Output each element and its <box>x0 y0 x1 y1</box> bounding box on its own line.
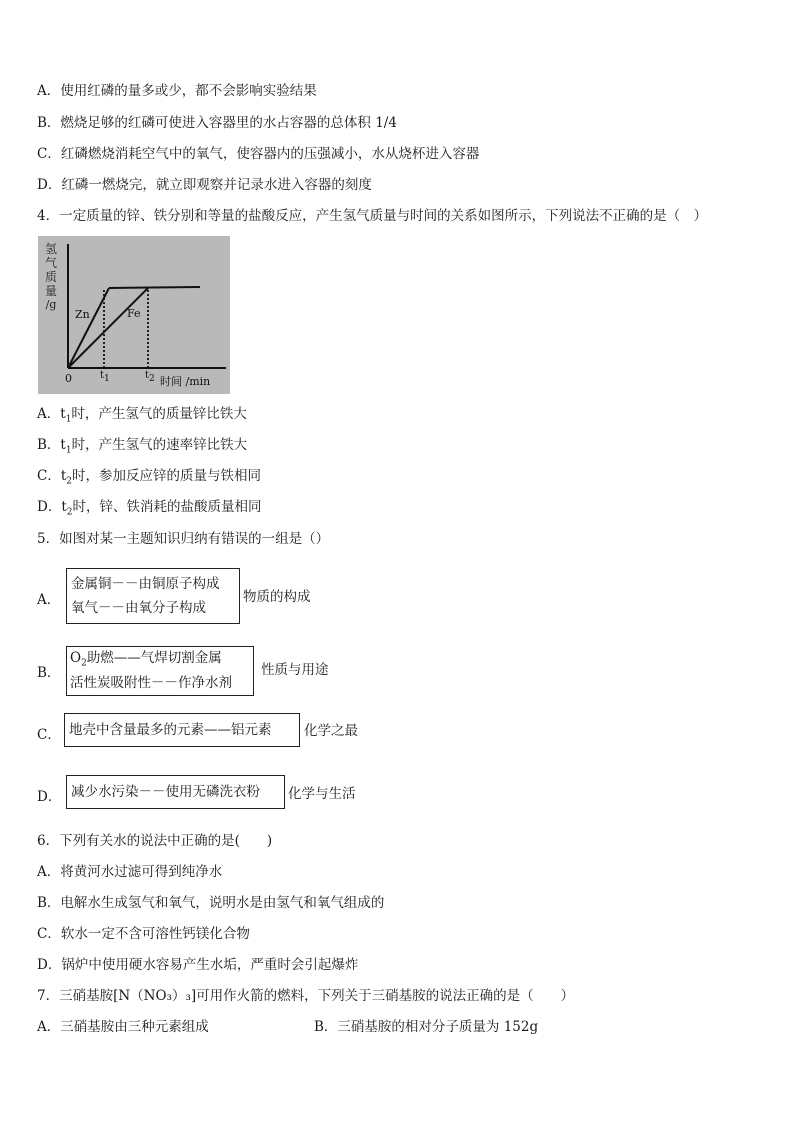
q5-option-c-letter: C． <box>37 727 61 743</box>
q5-option-b-box <box>66 646 254 696</box>
fe-line <box>68 288 148 368</box>
q4-stem: 4．一定质量的锌、铁分别和等量的盐酸反应，产生氢气质量与时间的关系如图所示，下列说法不正确的是（ ） <box>37 208 708 224</box>
q5-option-d-tag: 化学与生活 <box>288 786 356 802</box>
q6-option-b: B．电解水生成氢气和氧气，说明水是由氢气和氧气组成的 <box>37 895 385 911</box>
q7-stem: 7．三硝基胺[N（NO₃）₃]可用作火箭的燃料，下列关于三硝基胺的说法正确的是（ ） <box>37 988 575 1004</box>
q5-option-a-letter: A． <box>37 592 61 608</box>
q4-graph <box>38 236 230 394</box>
q5-option-b-line2: 活性炭吸附性－－作净水剂 <box>70 674 232 691</box>
q5-option-d-box: 减少水污染－－使用无磷洗衣粉 <box>66 775 285 809</box>
zn-label: Zn <box>75 308 90 321</box>
q5-option-a-box <box>66 568 240 624</box>
q4-option-b: B．$t_1$时，产生氢气的速率锌比铁大 <box>37 437 248 456</box>
origin-label: 0 <box>65 372 72 385</box>
q5-option-b-line1: $O_2$助燃——气焊切割金属 <box>70 650 222 669</box>
x-axis-label: 时间 /min <box>160 375 211 388</box>
q5-option-c-box: 地壳中含量最多的元素——铝元素 <box>64 713 300 747</box>
q5-option-d-letter: D． <box>37 789 62 805</box>
q3-option-b: B．燃烧足够的红磷可使进入容器里的水占容器的总体积 1/4 <box>37 115 397 131</box>
t2-label: $t_2$ <box>145 370 155 384</box>
plateau-line <box>109 287 200 288</box>
zn-line <box>68 288 109 368</box>
q6-option-d: D．锅炉中使用硬水容易产生水垢，严重时会引起爆炸 <box>37 957 359 973</box>
t1-label: $t_1$ <box>100 370 110 384</box>
y-axis-label: 氢 气 质 量 /g <box>44 242 57 311</box>
q5-option-c-tag: 化学之最 <box>304 723 358 739</box>
q3-option-c: C．红磷燃烧消耗空气中的氧气，使容器内的压强减小，水从烧杯进入容器 <box>37 146 480 162</box>
q7-option-a: A．三硝基胺由三种元素组成 <box>37 1019 209 1035</box>
q4-option-c: C．$t_2$时，参加反应锌的质量与铁相同 <box>37 468 261 487</box>
q5-option-a-line2: 氧气－－由氧分子构成 <box>71 600 206 616</box>
q3-option-d: D．红磷一燃烧完，就立即观察并记录水进入容器的刻度 <box>37 177 372 193</box>
q6-option-c: C．软水一定不含可溶性钙镁化合物 <box>37 926 250 942</box>
q5-option-b-tag: 性质与用途 <box>261 662 329 678</box>
q4-option-d: D．$t_2$时，锌、铁消耗的盐酸质量相同 <box>37 499 262 518</box>
q5-option-b-letter: B． <box>37 665 61 681</box>
q5-option-a-line1: 金属铜－－由铜原子构成 <box>71 576 220 592</box>
fe-label: Fe <box>127 307 141 320</box>
q6-option-a: A．将黄河水过滤可得到纯净水 <box>37 864 223 880</box>
q3-option-a: A．使用红磷的量多或少，都不会影响实验结果 <box>37 83 317 99</box>
q7-option-b: B．三硝基胺的相对分子质量为 152g <box>314 1019 539 1035</box>
q6-stem: 6．下列有关水的说法中正确的是( ) <box>37 833 273 849</box>
q5-stem: 5．如图对某一主题知识归纳有错误的一组是（） <box>37 531 330 547</box>
q4-option-a: A．$t_1$时，产生氢气的质量锌比铁大 <box>37 406 247 425</box>
q5-option-a-tag: 物质的构成 <box>243 589 311 605</box>
